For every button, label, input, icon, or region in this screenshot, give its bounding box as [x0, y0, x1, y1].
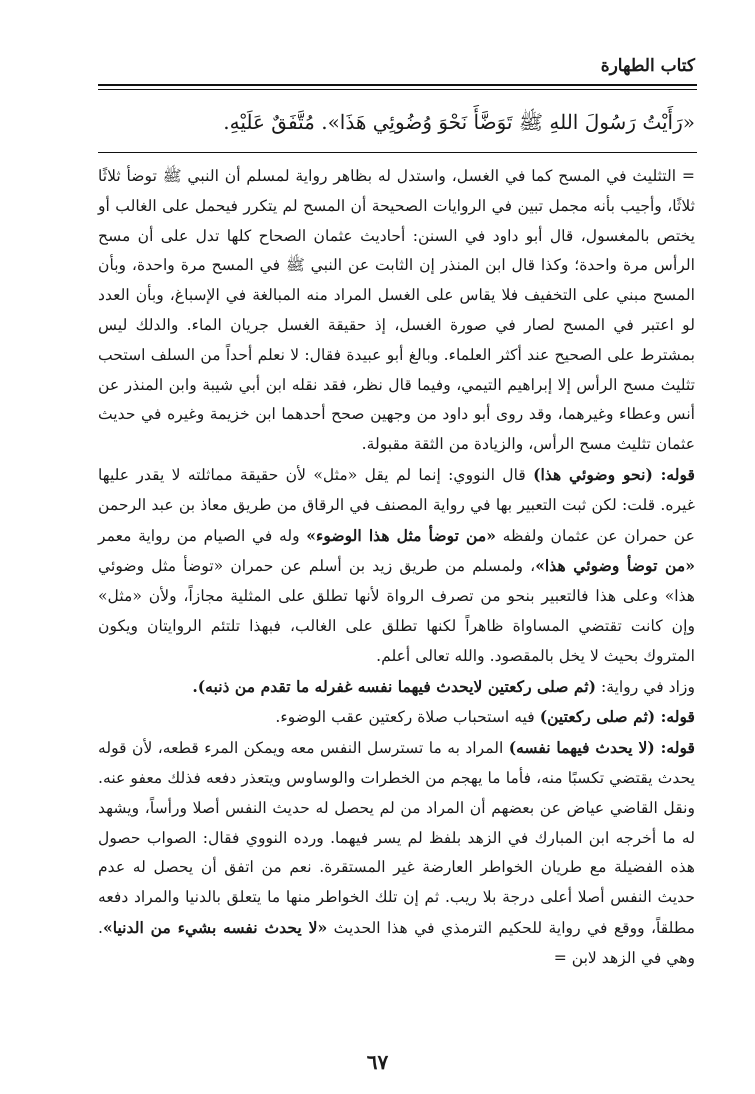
commentary-paragraph-2: [98, 460, 695, 672]
commentary-paragraph-5: [98, 733, 695, 973]
header-rule: [98, 84, 697, 86]
page-number: ٦٧: [366, 1050, 389, 1074]
commentary-paragraph-4: [98, 702, 695, 733]
header-rule-thin: [98, 89, 697, 90]
paragraph-text: فيه استحباب صلاة ركعتين عقب الوضوء.: [275, 708, 540, 727]
paragraph-text: ، ولمسلم من طريق زيد بن أسلم عن حمران «توضأ مثل وضوئي هذا» وعلى هذا فالتعبير بنحو من تصرف الرواة لأنها تطلق على المثلية مجازاً، ولأن «مثل» وإن كانت تقتضي المساواة ظاهراً لكنها تطلق على الغالب، فبهذا تلتئم الروايتان ويكون المتروك بحيث لا يخل بالمقصود. والله تعالى أعلم.: [98, 557, 695, 665]
quoted-narration: «لا يحدث نفسه بشيء من الدنيا»: [102, 917, 328, 937]
phrase-label: قوله: (نحو وضوئي هذا): [533, 464, 695, 484]
commentary-paragraph-3: [98, 672, 695, 703]
phrase-label: قوله: (ثم صلى ركعتين): [539, 707, 695, 727]
commentary-divider: [98, 152, 697, 153]
quoted-narration: «من توضأ وضوئي هذا»: [535, 556, 696, 576]
phrase-label: قوله: (لا يحدث فيهما نفسه): [508, 738, 695, 758]
commentary-paragraph-1: = التثليث في المسح كما في الغسل، واستدل له بظاهر رواية لمسلم أن النبي ﷺ توضأ ثلاثًا ثلاثًا، وأجيب بأنه مجمل تبين في الروايات الصحيحة أن المسح لم يتكرر فيحمل على الغالب أو يختص بالمغسول، قال أبو داود في السنن: أحاديث عثمان الصحاح كلها تدل على أن مسح الرأس مرة واحدة؛ وكذا قال ابن المنذر إن الثابت عن النبي ﷺ في المسح مرة واحدة، وبأن المسح مبني على التخفيف فلا يقاس على الغسل المراد منه المبالغة في الإسباغ، وبأن العدد لو اعتبر في المسح لصار في صورة الغسل، إذ حقيقة الغسل جريان الماء. والدلك ليس بمشترط على الصحيح عند أكثر العلماء. وبالغ أبو عبيدة فقال: لا نعلم أحداً من السلف استحب تثليث مسح الرأس إلا إبراهيم التيمي، وفيما قال نظر، فقد نقله ابن أبي شيبة وابن المنذر عن أنس وعطاء وغيرهما، وقد روى أبو داود من وجهين صحح أحدهما ابن خزيمة وغيره في حديث عثمان تثليث مسح الرأس، والزيادة من الثقة مقبولة.: [98, 167, 695, 454]
paragraph-text: قال النووي: إنما لم يقل «مثل» لأن حقيقة مماثلته لا يقدر عليها غيره. قلت: لكن ثبت التعبير بها في رواية المصنف في الرقاق من طريق معاذ بن عبد الرحمن عن حمران عن عثمان ولفظه: [98, 465, 695, 545]
quoted-narration: «من توضأ مثل هذا الوضوء»: [306, 525, 497, 545]
paragraph-text: وزاد في رواية:: [595, 677, 695, 696]
running-header: كتاب الطهارة: [600, 56, 695, 76]
hadith-text: «رَأَيْتُ رَسُولَ اللهِ ﷺ تَوَضَّأَ نَحْوَ وُضُوئِي هَذَا». مُتَّفَقٌ عَلَيْهِ.: [223, 110, 695, 134]
paragraph-text: وله في الصيام من رواية معمر: [98, 526, 307, 545]
paragraph-text: . وهي في الزهد لابن =: [98, 918, 695, 967]
commentary: [98, 162, 695, 974]
paragraph-text: المراد به ما تسترسل النفس معه ويمكن المرء قطعه، لأن قوله يحدث يقتضي تكسبًا منه، فأما ما يهجم من الخطرات والوساوس ويتعذر دفعه فذلك معفو عنه. ونقل القاضي عياض عن بعضهم أن المراد من لم يحصل له حديث النفس أصلا ورأساً، ويشهد له ما أخرجه ابن المبارك في الزهد بلفظ لم يسر فيهما. ورده النووي فقال: الصواب حصول هذه الفضيلة مع طريان الخواطر العارضة غير المستقرة. نعم من اتفق أن يحصل له عدم حديث النفس أصلا أعلى درجة بلا ريب. ثم إن تلك الخواطر منها ما يتعلق بالدنيا والمراد دفعه مطلقاً، ووقع في رواية للحكيم الترمذي في هذا الحديث: [98, 739, 695, 937]
quoted-narration: (ثم صلى ركعتين لايحدث فيهما نفسه غفرله ما تقدم من ذنبه).: [192, 676, 596, 696]
